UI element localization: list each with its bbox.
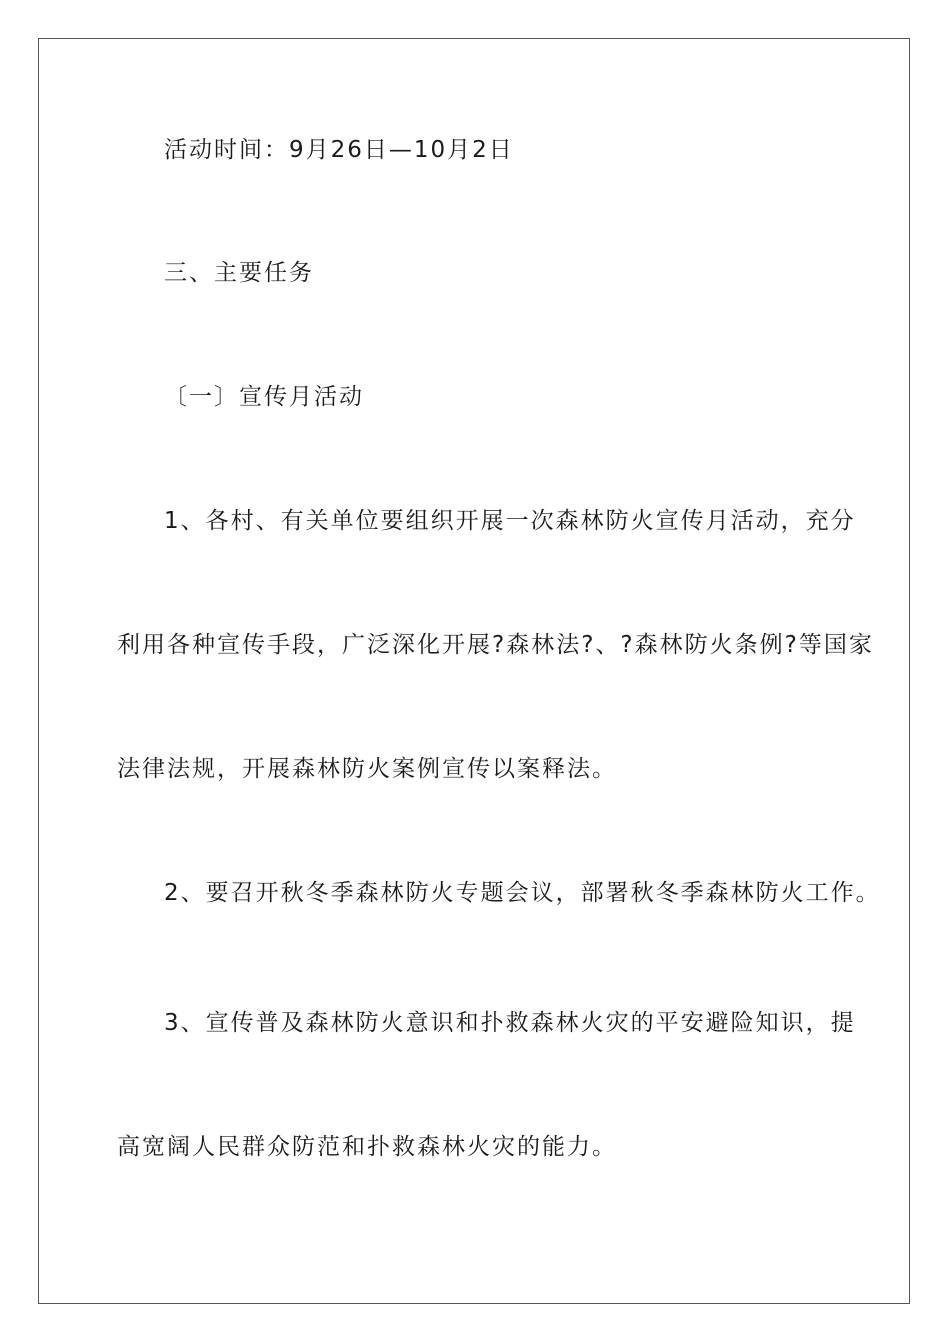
subsection-heading: 〔一〕宣传月活动 [164,384,364,410]
paragraph-1-line-2: 利用各种宣传手段，广泛深化开展?森林法?、?森林防火条例?等国家 [117,632,874,658]
activity-time-line: 活动时间：9月26日—10月2日 [164,137,514,163]
section-heading: 三、主要任务 [164,260,314,286]
paragraph-3-line-2: 高宽阔人民群众防范和扑救森林火灾的能力。 [117,1134,617,1160]
paragraph-1-line-1: 1、各村、有关单位要组织开展一次森林防火宣传月活动，充分 [164,508,856,534]
paragraph-2-line-1: 2、要召开秋冬季森林防火专题会议，部署秋冬季森林防火工作。 [164,880,881,906]
paragraph-1-line-3: 法律法规，开展森林防火案例宣传以案释法。 [117,756,617,782]
paragraph-3-line-1: 3、宣传普及森林防火意识和扑救森林火灾的平安避险知识，提 [164,1010,856,1036]
page-border [38,38,910,1304]
